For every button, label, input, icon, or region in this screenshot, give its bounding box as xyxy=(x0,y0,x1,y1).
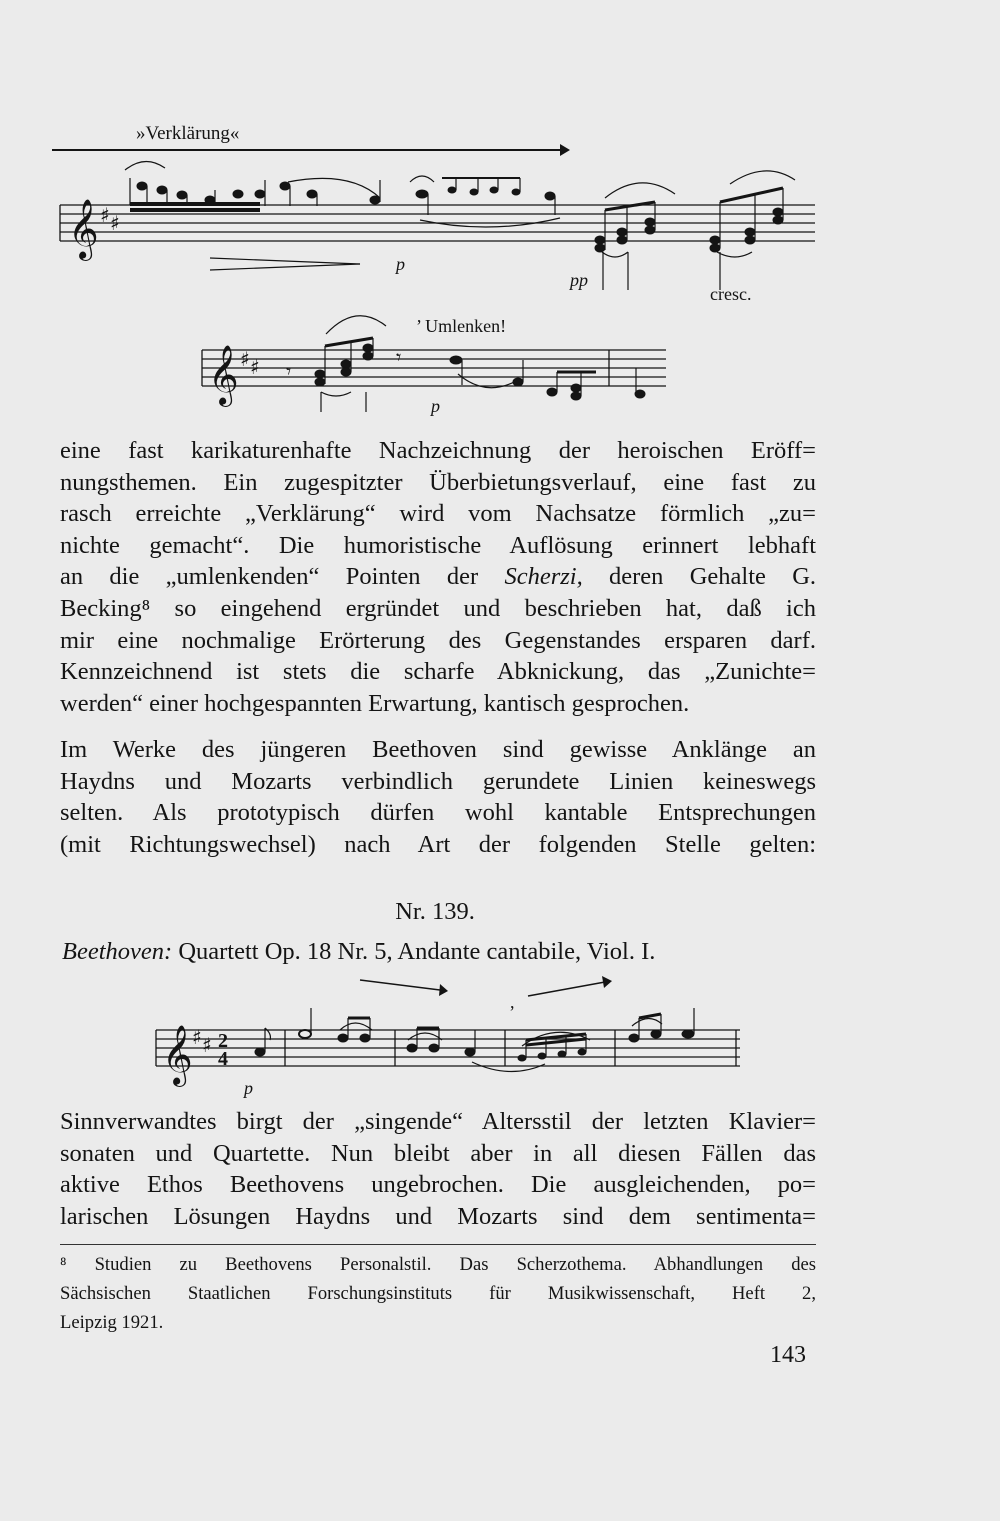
dynamic-p-3: p xyxy=(244,1078,253,1098)
text-line: Kennzeichnend ist stets die scharfe Abknickung, das „Zunichte= xyxy=(60,658,816,686)
svg-text:♯: ♯ xyxy=(202,1033,212,1057)
verklaerung-label: »Verklärung« xyxy=(136,123,240,144)
svg-text:♯: ♯ xyxy=(100,203,110,227)
footnote-divider xyxy=(60,1244,816,1245)
svg-text:♯: ♯ xyxy=(110,211,120,235)
music-staff-3 xyxy=(150,968,750,1098)
text-line: selten. Als prototypisch dürfen wohl kantable Entsprechungen xyxy=(60,799,816,827)
footnote xyxy=(60,1250,816,1337)
dynamic-p-2: p xyxy=(431,396,440,416)
text-line: eine fast karikaturenhafte Nachzeichnung der heroischen Eröff= xyxy=(60,437,816,464)
example-caption: Beethoven: Quartett Op. 18 Nr. 5, Andante cantabile, Viol. I. xyxy=(62,938,656,965)
text-line: larischen Lösungen Haydns und Mozarts sind dem sentimenta= xyxy=(60,1202,816,1230)
treble-clef-icon: 𝄞 xyxy=(68,199,99,259)
body-paragraph-3 xyxy=(60,1106,816,1232)
text-line: (mit Richtungswechsel) nach Art der folgenden Stelle gelten: xyxy=(60,830,816,858)
treble-clef-icon-2: 𝄞 xyxy=(208,345,239,405)
dynamic-pp: pp xyxy=(570,270,588,290)
text-line: nichte gemacht“. Die humoristische Auflösung erinnert lebhaft xyxy=(60,531,816,559)
svg-text:♯: ♯ xyxy=(192,1025,202,1049)
body-paragraph-2 xyxy=(60,734,816,860)
svg-text:𝄾: 𝄾 xyxy=(286,359,292,383)
text-line: an die „umlenkenden“ Pointen der Scherzi, deren Gehalte G. xyxy=(60,563,817,591)
text-line: aktive Ethos Beethovens ungebrochen. Die ausgleichenden, po= xyxy=(60,1171,816,1199)
umlenken-label: ’ Umlenken! xyxy=(416,316,507,336)
music-staff-1 xyxy=(50,140,830,310)
music-example-nr139 xyxy=(150,968,750,1098)
text-line: rasch erreichte „Verklärung“ wird vom Nachsatze förmlich „zu= xyxy=(60,500,816,528)
text-line: Sinnverwandtes birgt der „singende“ Altersstil der letzten Klavier= xyxy=(60,1108,816,1135)
page-number: 143 xyxy=(770,1342,806,1368)
music-example-umlenken xyxy=(196,300,676,420)
dynamic-p-1: p xyxy=(396,254,405,274)
dynamic-cresc: cresc. xyxy=(710,284,752,304)
text-line: sonaten und Quartette. Nun bleibt aber in all diesen Fällen das xyxy=(60,1139,816,1167)
svg-text:,: , xyxy=(510,992,515,1012)
text-line: Im Werke des jüngeren Beethoven sind gewisse Anklänge an xyxy=(60,736,816,763)
time-sig-top: 2 xyxy=(218,1030,228,1052)
music-example-verklaerung xyxy=(50,140,830,310)
text-line: Becking⁸ so eingehend ergründet und beschrieben hat, daß ich xyxy=(60,594,816,622)
footnote-line: ⁸ Studien zu Beethovens Personalstil. Das Scherzothema. Abhandlungen des xyxy=(60,1254,816,1275)
text-line: werden“ einer hochgespannten Erwartung, kantisch gesprochen. xyxy=(60,689,690,717)
example-number: Nr. 139. xyxy=(395,898,475,925)
svg-text:♯: ♯ xyxy=(250,355,260,379)
time-sig-bottom: 4 xyxy=(218,1048,228,1070)
text-line: mir eine nochmalige Erörterung des Gegenstandes ersparen darf. xyxy=(60,626,816,654)
treble-clef-icon-3: 𝄞 xyxy=(162,1025,193,1085)
svg-text:♯: ♯ xyxy=(240,347,250,371)
text-line: Haydns und Mozarts verbindlich gerundete Linien keineswegs xyxy=(60,767,816,795)
body-paragraph-1 xyxy=(60,435,816,719)
svg-text:𝄾: 𝄾 xyxy=(396,345,402,369)
footnote-line: Leipzig 1921. xyxy=(60,1312,164,1333)
text-line: nungsthemen. Ein zugespitzter Überbietungsverlauf, eine fast zu xyxy=(60,468,816,496)
music-staff-2 xyxy=(196,300,676,420)
footnote-line: Sächsischen Staatlichen Forschungsinstituts für Musikwissenschaft, Heft 2, xyxy=(60,1283,816,1304)
